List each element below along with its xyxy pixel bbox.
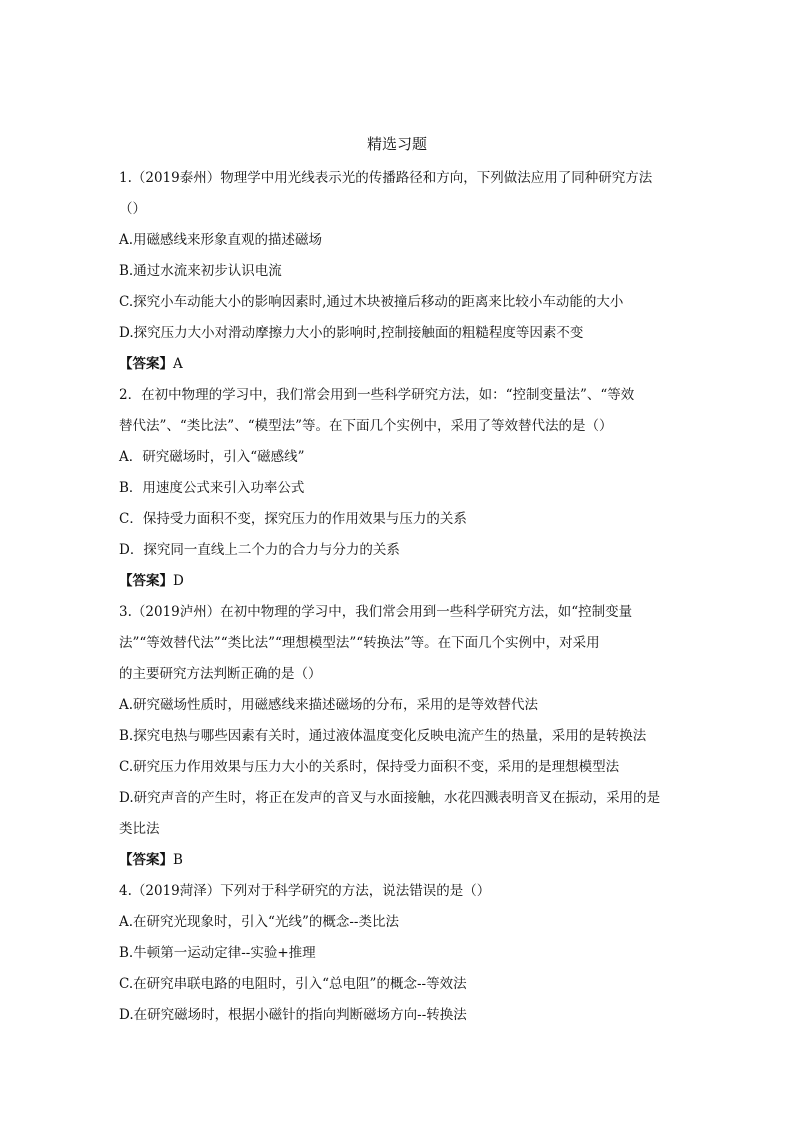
question-4-option-b: B.牛顿第一运动定律--实验+推理 — [119, 945, 316, 961]
question-1-option-d: D.探究压力大小对滑动摩擦力大小的影响时,控制接触面的粗糙程度等因素不变 — [119, 325, 584, 341]
question-2-option-a: A．研究磁场时，引入“磁感线” — [119, 449, 305, 465]
question-1 — [119, 163, 679, 380]
question-2-stem-line-1: 2．在初中物理的学习中，我们常会用到一些科学研究方法，如：“控制变量法”、“等效 — [119, 387, 635, 403]
question-1-option-a: A.用磁感线来形象直观的描述磁场 — [119, 232, 323, 248]
question-3-option-a: A.研究磁场性质时，用磁感线来描述磁场的分布，采用的是等效替代法 — [119, 697, 539, 713]
question-3-stem-line-3: 的主要研究方法判断正确的是（） — [119, 666, 322, 682]
question-3-option-d: D.研究声音的产生时，将正在发声的音叉与水面接触，水花四溅表明音叉在振动，采用的是 — [119, 790, 661, 806]
question-2-option-d: D．探究同一直线上二个力的合力与分力的关系 — [119, 542, 400, 558]
question-3 — [119, 597, 679, 876]
question-4-option-d: D.在研究磁场时，根据小磁针的指向判断磁场方向--转换法 — [119, 1007, 467, 1023]
page-title: 精选习题 — [366, 135, 427, 153]
answer-value: B — [173, 852, 183, 868]
question-1-stem-line-2: （） — [119, 201, 146, 217]
question-1-answer — [119, 349, 679, 380]
answer-label: 【答案】 — [119, 356, 173, 372]
question-2-option-b: B．用速度公式来引入功率公式 — [119, 480, 305, 496]
answer-label: 【答案】 — [119, 573, 173, 589]
question-1-option-c: C.探究小车动能大小的影响因素时,通过木块被撞后移动的距离来比较小车动能的大小 — [119, 294, 624, 310]
question-2-answer — [119, 566, 679, 597]
question-3-option-d-continued: 类比法 — [119, 821, 160, 837]
question-4-option-c: C.在研究串联电路的电阻时，引入“总电阻”的概念--等效法 — [119, 976, 467, 992]
question-3-answer — [119, 845, 679, 876]
question-3-option-c: C.研究压力作用效果与压力大小的关系时，保持受力面积不变，采用的是理想模型法 — [119, 759, 620, 775]
answer-value: D — [173, 573, 184, 589]
question-3-stem-line-2: 法”“等效替代法”“类比法”“理想模型法”“转换法”等。在下面几个实例中，对采用 — [119, 635, 600, 651]
question-3-stem-line-1: 3.（2019泸州）在初中物理的学习中，我们常会用到一些科学研究方法，如“控制变量 — [119, 604, 633, 620]
question-2-stem-line-2: 替代法”、“类比法”、“模型法”等。在下面几个实例中，采用了等效替代法的是（） — [119, 418, 613, 434]
question-2 — [119, 380, 679, 597]
answer-value: A — [173, 356, 183, 372]
question-3-option-b: B.探究电热与哪些因素有关时，通过液体温度变化反映电流产生的热量，采用的是转换法 — [119, 728, 647, 744]
question-1-option-b: B.通过水流来初步认识电流 — [119, 263, 282, 279]
question-4 — [119, 876, 679, 1031]
question-1-stem-line-1: 1.（2019泰州）物理学中用光线表示光的传播路径和方向，下列做法应用了同种研究方法 — [119, 170, 653, 186]
question-4-option-a: A.在研究光现象时，引入“光线”的概念--类比法 — [119, 914, 399, 930]
answer-label: 【答案】 — [119, 852, 173, 868]
question-list — [119, 163, 679, 1031]
question-2-option-c: C．保持受力面积不变，探究压力的作用效果与压力的关系 — [119, 511, 467, 527]
question-4-stem-line-1: 4.（2019菏泽）下列对于科学研究的方法，说法错误的是（） — [119, 883, 491, 899]
